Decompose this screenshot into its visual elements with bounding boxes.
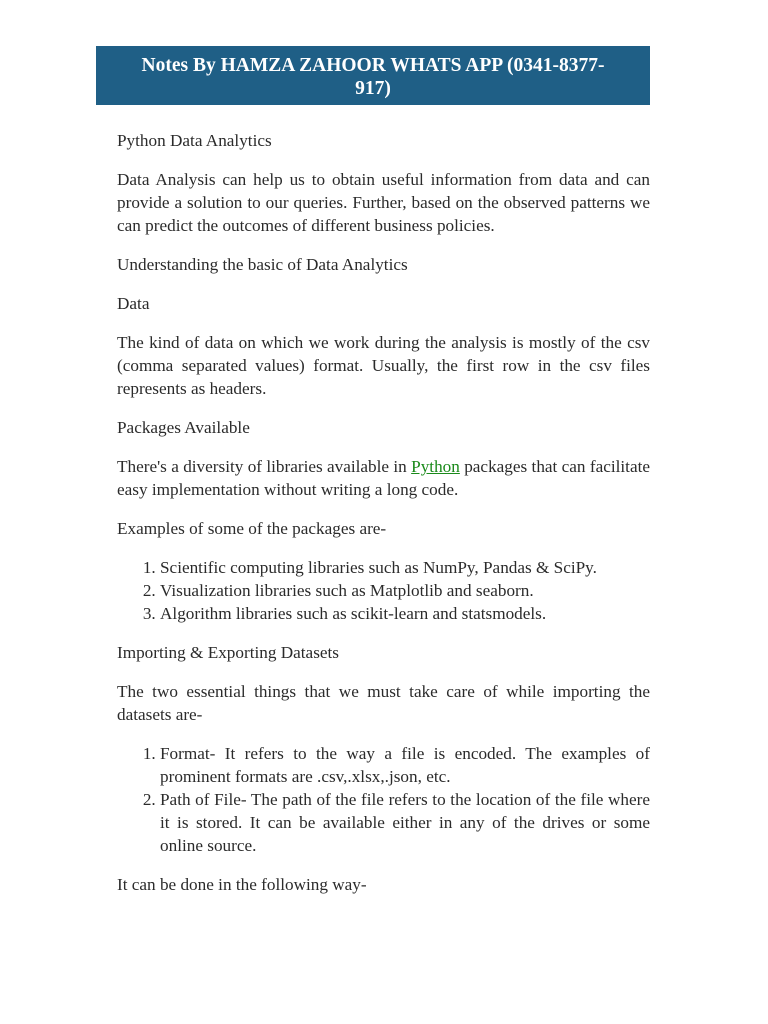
closing-paragraph: It can be done in the following way- <box>117 875 367 894</box>
list-item: 1. Format- It refers to the way a file is encoded. The examples of prominent formats are .csv,.xlsx,.json, etc. <box>160 742 650 788</box>
intro-paragraph: Data Analysis can help us to obtain useful information from data and can provide a solution to our queries. Further, based on the observed patterns we can predict the outcomes of different business policies. <box>117 170 650 235</box>
list-item: 2. Path of File- The path of the file refers to the location of the file where it is stored. It can be available either in any of the drives or some online source. <box>160 788 650 857</box>
data-paragraph: The kind of data on which we work during the analysis is mostly of the csv (comma separated values) format. Usually, the first row in the csv files represents as headers. <box>117 333 650 398</box>
heading-import: Importing & Exporting Datasets <box>117 643 339 662</box>
packages-text-end: packages that can facilitate easy implementation without writing a long code. <box>117 457 650 499</box>
packages-list <box>117 556 650 625</box>
header-banner: Notes By HAMZA ZAHOOR WHATS APP (0341-8377-917) <box>96 46 650 105</box>
examples-intro: Examples of some of the packages are- <box>117 519 387 538</box>
import-list <box>117 742 650 857</box>
packages-paragraph <box>117 455 650 501</box>
document-title: Python Data Analytics <box>117 131 272 150</box>
python-link[interactable]: Python <box>411 457 460 476</box>
document-body <box>117 129 650 912</box>
heading-basics: Understanding the basic of Data Analytics <box>117 255 408 274</box>
heading-data: Data <box>117 294 150 313</box>
heading-packages: Packages Available <box>117 418 250 437</box>
list-item: 1. Scientific computing libraries such as NumPy, Pandas & SciPy. <box>160 556 650 579</box>
import-intro: The two essential things that we must take care of while importing the datasets are- <box>117 682 650 724</box>
list-item: 3. Algorithm libraries such as scikit-learn and statsmodels. <box>160 602 650 625</box>
packages-text-start: There's a diversity of libraries available in <box>117 457 412 476</box>
list-item: 2. Visualization libraries such as Matplotlib and seaborn. <box>160 579 650 602</box>
